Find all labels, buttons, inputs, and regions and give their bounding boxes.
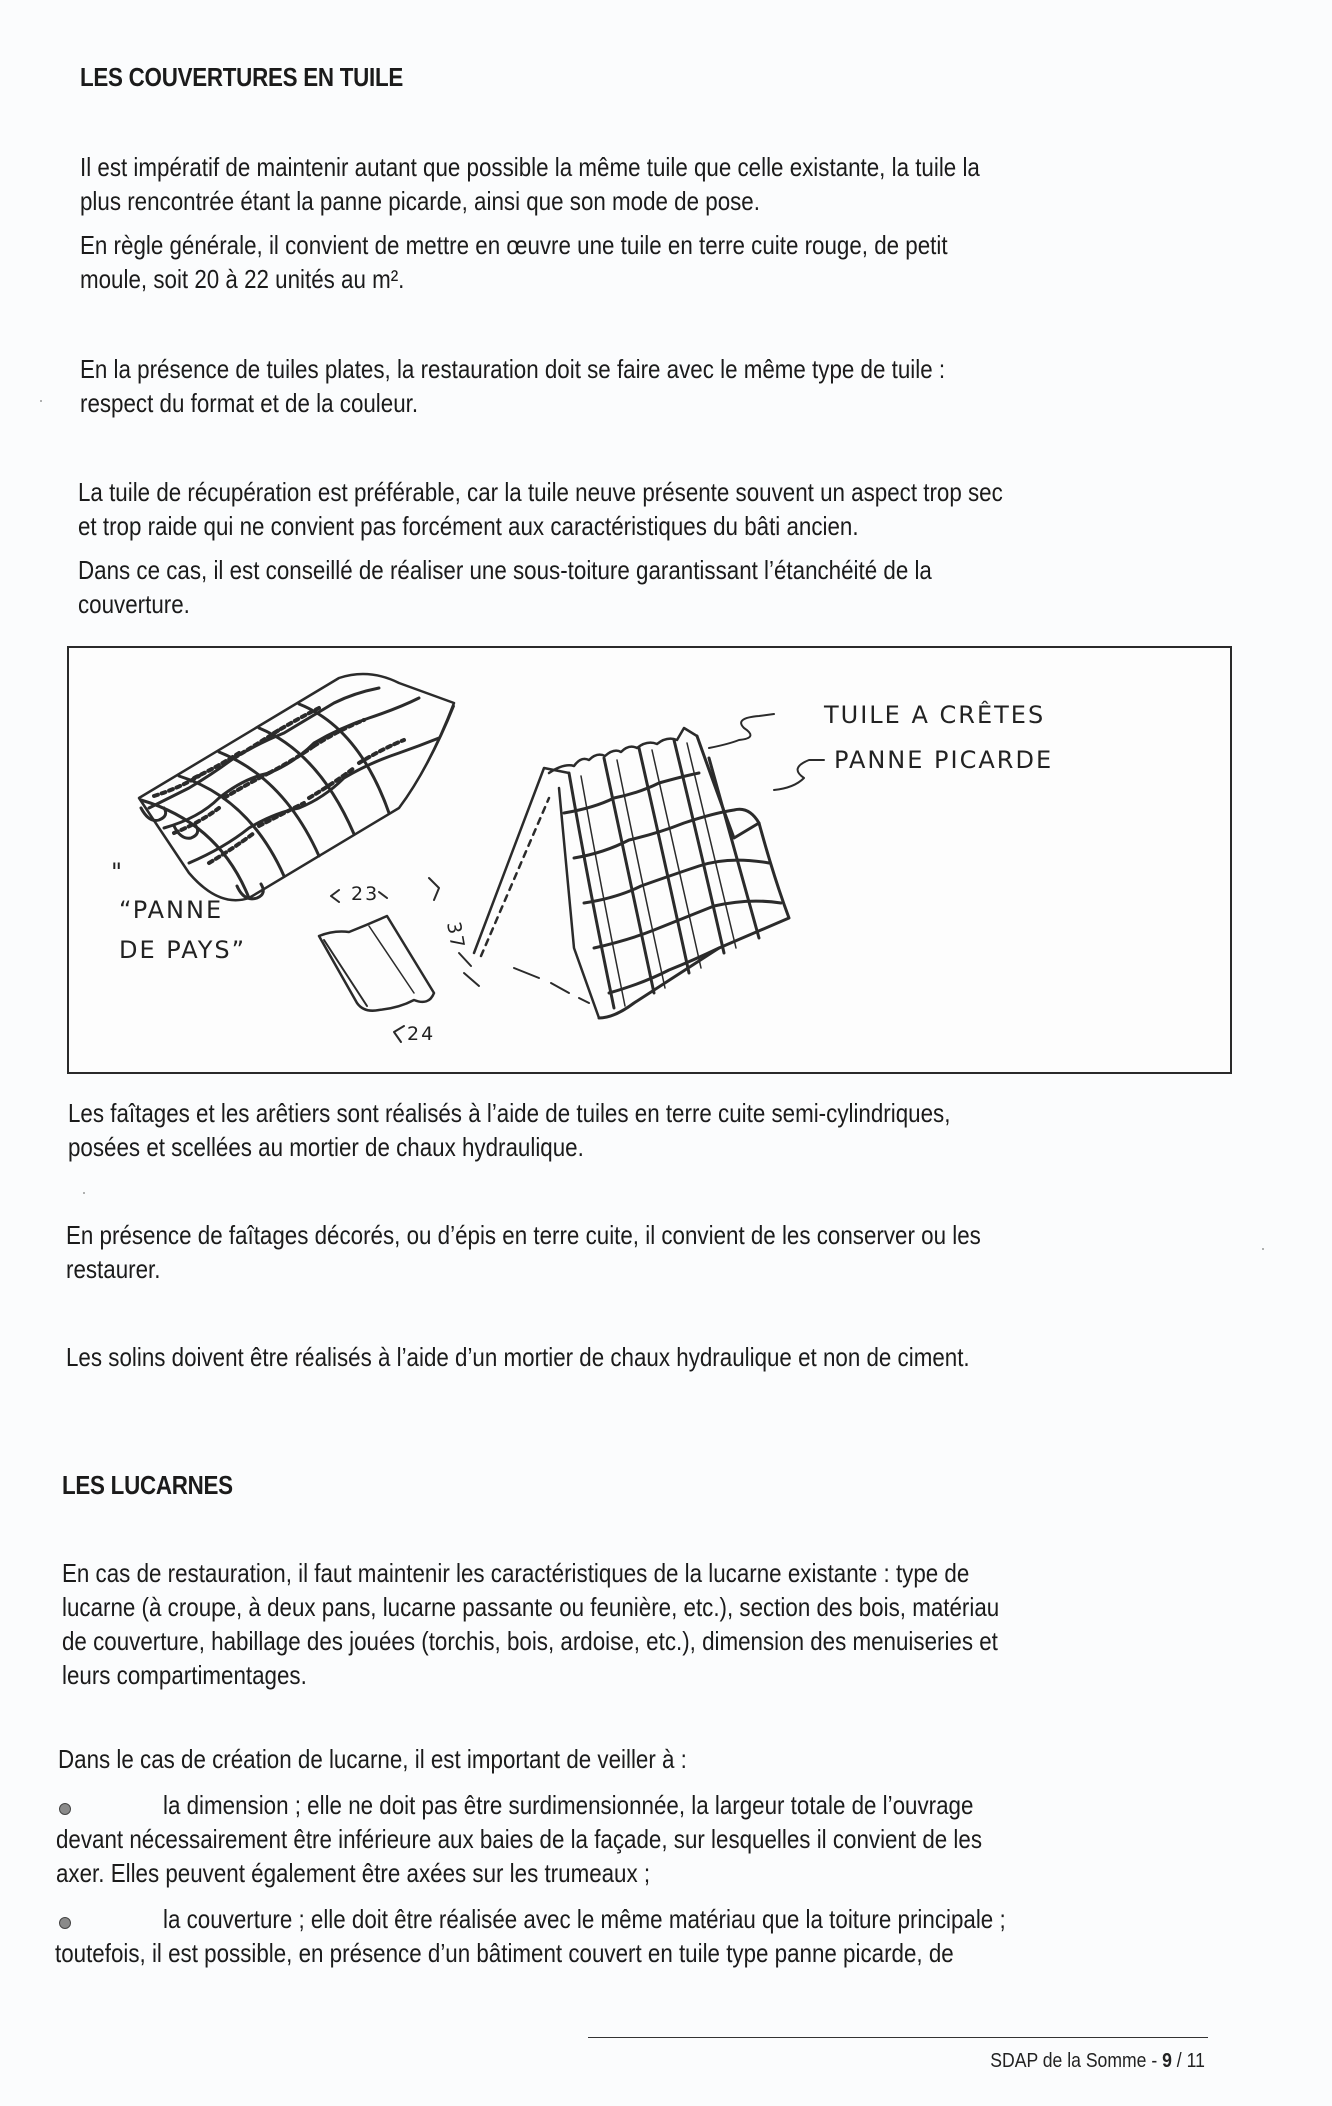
text-line: restaurer.: [66, 1254, 161, 1284]
page-footer: [990, 2050, 1205, 2073]
text-line: En la présence de tuiles plates, la restauration doit se faire avec le même type de tuile :: [80, 354, 946, 384]
text-line: leurs compartimentages.: [62, 1660, 307, 1690]
quote-mark: ": [111, 858, 125, 886]
scan-speck: [1262, 1248, 1264, 1250]
scan-speck: [83, 1192, 85, 1194]
footer-source: SDAP de la Somme: [990, 2050, 1147, 2072]
roof-tile-sketch-figure: [67, 646, 1232, 1074]
text-line: Dans le cas de création de lucarne, il est important de veiller à :: [58, 1744, 687, 1774]
page-number-total: 11: [1186, 2050, 1205, 2072]
page-number-separator: /: [1176, 2050, 1182, 2072]
bullet-dimension-continuation: [56, 1822, 982, 1890]
text-line: respect du format et de la couleur.: [80, 388, 419, 418]
text-line: lucarne (à croupe, à deux pans, lucarne passante ou feunière, etc.), section des bois, matériau: [62, 1592, 1000, 1622]
paragraph-tuile-recuperation: [78, 475, 1003, 543]
text-line: En règle générale, il convient de mettre en œuvre une tuile en terre cuite rouge, de petit: [80, 230, 948, 260]
panne-picarde-roof-sketch: [474, 714, 824, 1018]
paragraph-sous-toiture: [78, 553, 932, 621]
panne-de-pays-roof-sketch: [139, 674, 454, 900]
text-line: couverture.: [78, 589, 190, 619]
scan-speck: [40, 400, 42, 402]
bullet-couverture-continuation: [55, 1936, 954, 1970]
text-line: axer. Elles peuvent également être axées sur les trumeaux ;: [56, 1858, 651, 1888]
text-line: La tuile de récupération est préférable, car la tuile neuve présente souvent un aspect trop sec: [78, 477, 1003, 507]
label-panne-de-pays-line1: “PANNE: [119, 896, 224, 924]
paragraph-solins: [66, 1340, 970, 1374]
paragraph-faitages-decores: [66, 1218, 981, 1286]
bullet-icon: [59, 1917, 71, 1929]
text-line: Dans ce cas, il est conseillé de réaliser une sous-toiture garantissant l’étanchéité de la: [78, 555, 932, 585]
bullet-dimension-first-line: la dimension ; elle ne doit pas être surdimensionnée, la largeur totale de l’ouvrage: [163, 1790, 974, 1820]
label-panne-picarde: PANNE PICARDE: [834, 746, 1054, 774]
section-heading-lucarnes: LES LUCARNES: [62, 1470, 233, 1500]
text-line: devant nécessairement être inférieure aux baies de la façade, sur lesquelles il convient de les: [56, 1824, 983, 1854]
footer-divider: [588, 2037, 1208, 2038]
text-line: En présence de faîtages décorés, ou d’épis en terre cuite, il convient de les conserver ou les: [66, 1220, 981, 1250]
single-tile-dimension-sketch: [319, 878, 479, 1042]
text-line: En cas de restauration, il faut maintenir les caractéristiques de la lucarne existante : type de: [62, 1558, 970, 1588]
paragraph-creation-lucarne: [58, 1742, 687, 1776]
label-tuile-a-cretes: TUILE A CRÊTES: [824, 701, 1046, 729]
text-line: moule, soit 20 à 22 unités au m².: [80, 264, 405, 294]
text-line: et trop raide qui ne convient pas forcément aux caractéristiques du bâti ancien.: [78, 511, 859, 541]
text-line: posées et scellées au mortier de chaux hydraulique.: [68, 1132, 584, 1162]
bullet-icon: [59, 1803, 71, 1815]
text-line: Les solins doivent être réalisés à l’aide d’un mortier de chaux hydraulique et non de ciment.: [66, 1342, 970, 1372]
bullet-couverture-first-line: la couverture ; elle doit être réalisée avec le même matériau que la toiture principale ;: [163, 1904, 1006, 1934]
sketch-drawing: [69, 648, 1230, 1072]
section-heading-couvertures: LES COUVERTURES EN TUILE: [80, 62, 404, 92]
page-number-current: 9: [1162, 2050, 1173, 2072]
paragraph-tuile-existante: [80, 150, 980, 218]
text-line: toutefois, il est possible, en présence d’un bâtiment couvert en tuile type panne picarde, de: [55, 1938, 954, 1968]
text-line: plus rencontrée étant la panne picarde, ainsi que son mode de pose.: [80, 186, 760, 216]
footer-separator: -: [1151, 2050, 1158, 2072]
paragraph-tuiles-plates: [80, 352, 945, 420]
text-line: de couverture, habillage des jouées (torchis, bois, ardoise, etc.), dimension des menuiseries et: [62, 1626, 998, 1656]
dimension-side: 37: [442, 920, 469, 952]
dimension-top: 23: [351, 883, 380, 905]
dimension-bottom: 24: [407, 1023, 436, 1045]
paragraph-regle-generale: [80, 228, 948, 296]
text-line: Les faîtages et les arêtiers sont réalisés à l’aide de tuiles en terre cuite semi-cylindriques,: [68, 1098, 951, 1128]
paragraph-faitages-aretiers: [68, 1096, 950, 1164]
paragraph-restauration-lucarne: [62, 1556, 999, 1692]
label-panne-de-pays-line2: DE PAYS”: [119, 936, 247, 964]
text-line: Il est impératif de maintenir autant que possible la même tuile que celle existante, la tuile la: [80, 152, 980, 182]
